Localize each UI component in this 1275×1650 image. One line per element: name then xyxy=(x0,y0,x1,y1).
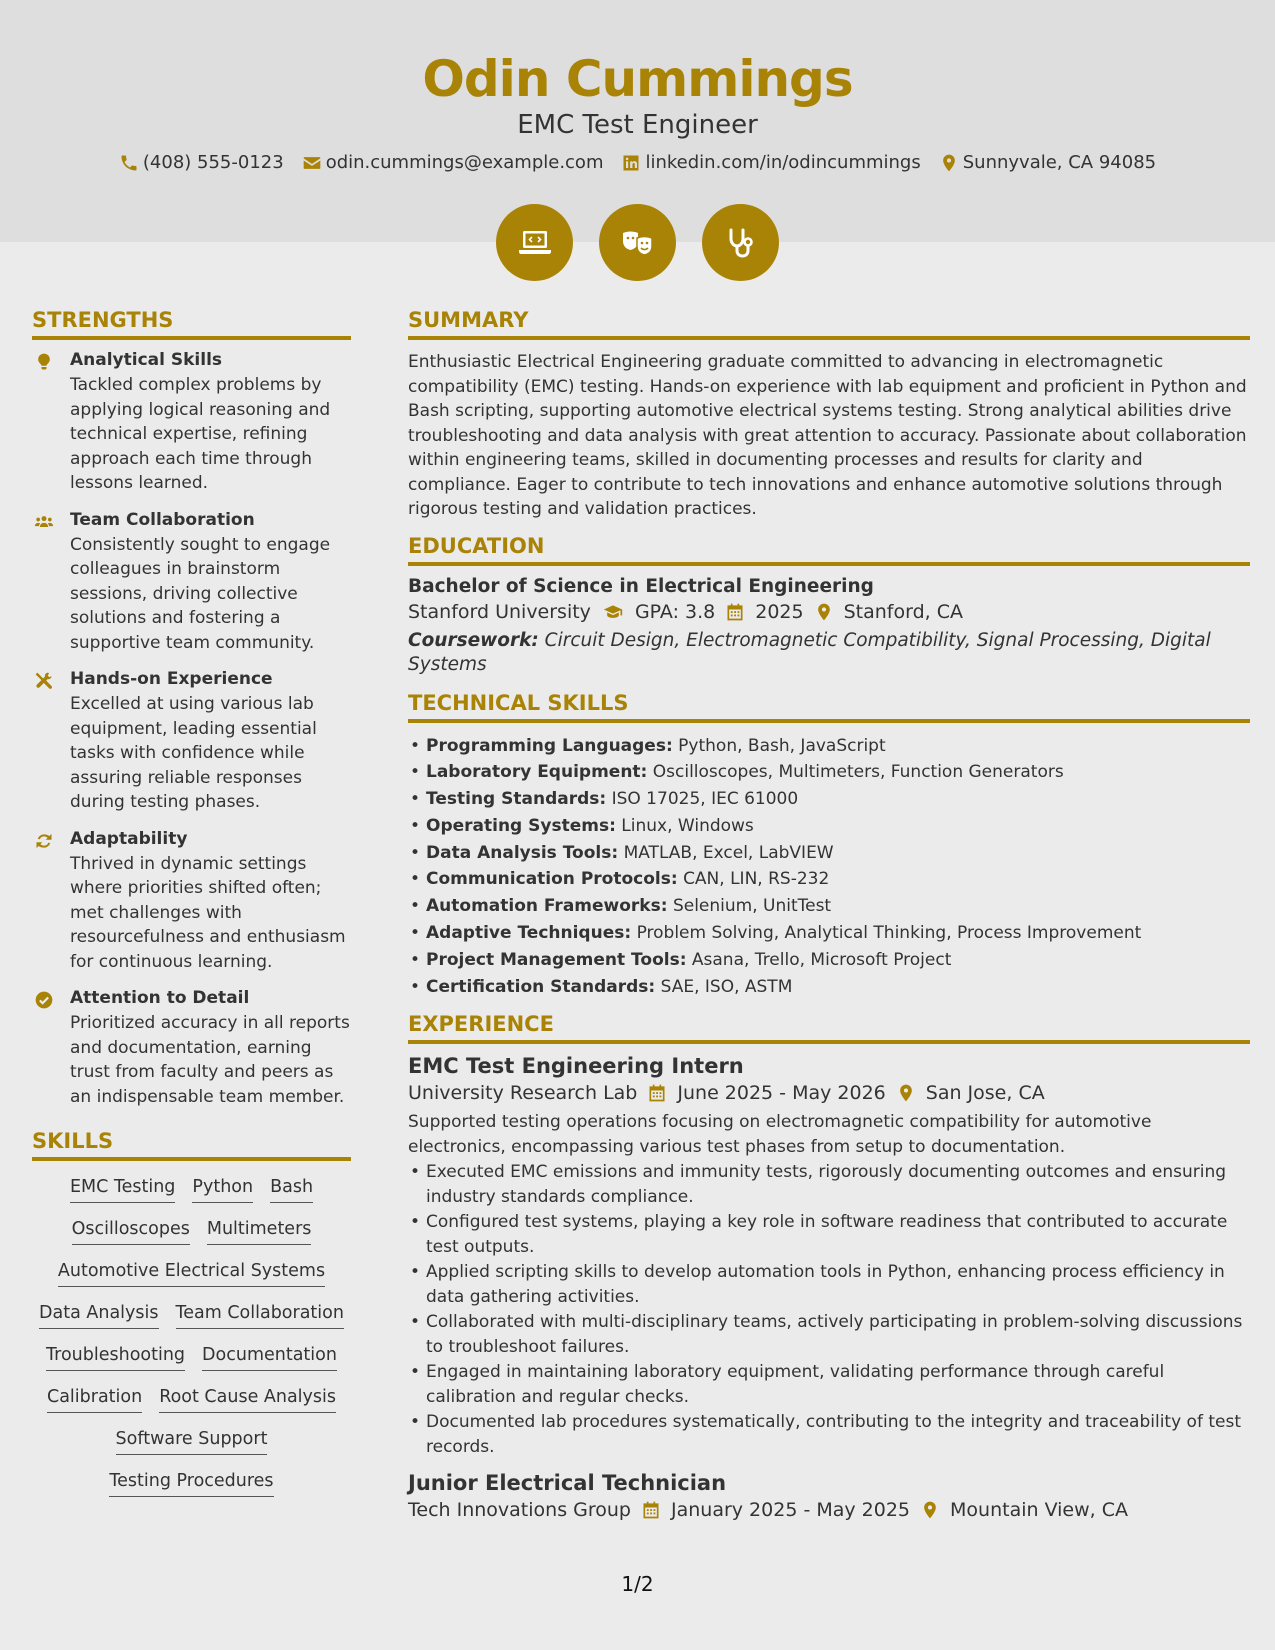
calendar-icon xyxy=(641,1500,661,1520)
skill-tag: Troubleshooting xyxy=(46,1343,185,1371)
job-title: EMC Test Engineering Intern xyxy=(408,1054,744,1079)
strength-name: Team Collaboration xyxy=(70,509,255,530)
list-item xyxy=(408,786,1250,813)
phone-text: (408) 555-0123 xyxy=(142,152,284,173)
phone-icon xyxy=(119,153,139,173)
job-description: Supported testing operations focusing on electromagnetic compatibility for automotive electronics, encompassing various test phases from setup to documentation. xyxy=(408,1112,1152,1157)
strength-name: Hands-on Experience xyxy=(70,669,273,689)
strength-name: Adaptability xyxy=(70,828,188,849)
education-meta xyxy=(408,601,1250,623)
skill-tag: Automotive Electrical Systems xyxy=(58,1259,325,1287)
coursework-label: Coursework: xyxy=(408,629,539,651)
users-icon xyxy=(34,512,54,532)
list-item xyxy=(408,733,1250,760)
tech-skill-label: Testing Standards: xyxy=(426,789,607,810)
tech-skill-value: Linux, Windows xyxy=(621,815,754,836)
list-item xyxy=(408,947,1250,974)
list-item: • Configured test systems, playing a key role in software readiness that contributed to accurate test outputs. xyxy=(408,1210,1250,1259)
list-item: • Documented lab procedures systematically, contributing to the integrity and traceability of test records. xyxy=(408,1410,1250,1459)
skill-tag: Python xyxy=(192,1175,253,1203)
tech-skill-label: Automation Frameworks: xyxy=(426,896,668,917)
stethoscope-circle xyxy=(702,204,779,281)
email-text: odin.cummings@example.com xyxy=(325,152,604,173)
strength-desc: Consistently sought to engage colleagues in brainstorm sessions, driving collective solutions and fostering a supportive team community. xyxy=(70,534,331,653)
list-item: • Engaged in maintaining laboratory equipment, validating performance through careful calibration and regular checks. xyxy=(408,1360,1250,1409)
degree-name: Bachelor of Science in Electrical Engineering xyxy=(408,575,874,597)
interest-icons xyxy=(0,204,1275,281)
job-meta xyxy=(408,1082,1250,1104)
job-entry xyxy=(408,1054,1250,1459)
job-location: Mountain View, CA xyxy=(950,1499,1129,1522)
contact-phone[interactable] xyxy=(119,152,284,173)
job-meta xyxy=(408,1499,1250,1521)
contact-linkedin[interactable] xyxy=(621,152,920,173)
tech-skill-label: Certification Standards: xyxy=(426,976,656,997)
experience-heading: EXPERIENCE xyxy=(408,1012,1250,1044)
job-location: San Jose, CA xyxy=(925,1082,1045,1105)
tech-skill-value: Python, Bash, JavaScript xyxy=(678,735,886,756)
technical-skills-heading: TECHNICAL SKILLS xyxy=(408,691,1250,723)
company-name: University Research Lab xyxy=(408,1082,638,1105)
summary-heading: SUMMARY xyxy=(408,308,1250,340)
school-location: Stanford, CA xyxy=(843,600,963,623)
skill-tag: Bash xyxy=(270,1175,313,1203)
job-dates: January 2025 - May 2025 xyxy=(670,1499,911,1522)
skill-tag: Documentation xyxy=(202,1343,337,1371)
strength-item xyxy=(32,669,351,815)
list-item xyxy=(408,920,1250,947)
job-title: Junior Electrical Technician xyxy=(408,1471,727,1496)
theater-masks-circle xyxy=(599,204,676,281)
sync-icon xyxy=(34,831,54,851)
tech-skill-value: SAE, ISO, ASTM xyxy=(660,976,793,997)
job-bullets xyxy=(408,1160,1250,1459)
strength-name: Analytical Skills xyxy=(70,350,223,370)
list-item: • Executed EMC emissions and immunity tests, rigorously documenting outcomes and ensuring industry standards compliance. xyxy=(408,1160,1250,1209)
technical-skills-list xyxy=(408,733,1250,1001)
skills-heading: SKILLS xyxy=(32,1129,351,1161)
tech-skill-value: Oscilloscopes, Multimeters, Function Generators xyxy=(652,762,1064,783)
tech-skill-value: Asana, Trello, Microsoft Project xyxy=(691,949,952,970)
strength-desc: Prioritized accuracy in all reports and documentation, earning trust from faculty and peers as an indispensable team member. xyxy=(70,1013,350,1107)
skill-tag: Oscilloscopes xyxy=(72,1217,190,1245)
strength-item xyxy=(32,988,351,1109)
location-pin-icon xyxy=(920,1500,940,1520)
tech-skill-label: Adaptive Techniques: xyxy=(426,923,632,944)
skill-tag: EMC Testing xyxy=(70,1175,175,1203)
list-item: • Applied scripting skills to develop automation tools in Python, enhancing process efficiency in data gathering activities. xyxy=(408,1260,1250,1309)
location-text: Sunnyvale, CA 94085 xyxy=(962,152,1157,173)
stethoscope-icon xyxy=(721,223,761,263)
tech-skill-value: Selenium, UnitTest xyxy=(672,896,832,917)
list-item xyxy=(408,759,1250,786)
tech-skill-label: Communication Protocols: xyxy=(426,869,678,890)
location-pin-icon xyxy=(814,602,834,622)
list-item xyxy=(408,893,1250,920)
education-heading: EDUCATION xyxy=(408,534,1250,566)
tech-skill-value: MATLAB, Excel, LabVIEW xyxy=(623,842,834,863)
school-name: Stanford University xyxy=(408,600,591,623)
theater-masks-icon xyxy=(618,223,658,263)
page-number: 1/2 xyxy=(621,1572,654,1596)
contact-location xyxy=(939,152,1156,173)
skill-tag: Data Analysis xyxy=(39,1301,158,1329)
tools-icon xyxy=(34,671,54,691)
strength-item xyxy=(32,510,351,656)
tech-skill-value: CAN, LIN, RS-232 xyxy=(683,869,830,890)
contact-email[interactable] xyxy=(302,152,604,173)
location-pin-icon xyxy=(939,153,959,173)
calendar-icon xyxy=(647,1083,667,1103)
linkedin-icon xyxy=(621,153,641,173)
graduation-year: 2025 xyxy=(755,600,804,623)
laptop-code-circle xyxy=(496,204,573,281)
skill-tag: Software Support xyxy=(116,1427,268,1455)
graduation-cap-icon xyxy=(601,602,625,622)
envelope-icon xyxy=(302,153,322,173)
tech-skill-label: Programming Languages: xyxy=(426,735,673,756)
location-pin-icon xyxy=(896,1083,916,1103)
strength-item xyxy=(32,829,351,975)
tech-skill-value: ISO 17025, IEC 61000 xyxy=(611,789,799,810)
list-item xyxy=(408,866,1250,893)
coursework xyxy=(408,629,1250,677)
summary-text: Enthusiastic Electrical Engineering graduate committed to advancing in electromagnetic compatibility (EMC) testing. Hands-on experience with lab equipment and proficient in Python and Bash scripting, supporting automotive electrical systems testing. Strong analytical abilities drive troubleshooting and data analysis with great attention to accuracy. Passionate about collaboration within engineering teams, skilled in documenting processes and results for clarity and compliance. Eager to contribute to tech innovations and enhance automotive solutions through rigorous testing and validation practices. xyxy=(408,352,1247,519)
strength-item xyxy=(32,350,351,496)
contact-bar xyxy=(0,152,1275,173)
skill-tag: Multimeters xyxy=(207,1217,312,1245)
strength-name: Attention to Detail xyxy=(70,988,250,1008)
check-circle-icon xyxy=(34,990,54,1010)
tech-skill-label: Project Management Tools: xyxy=(426,949,687,970)
candidate-name: Odin Cummings xyxy=(422,50,853,108)
job-entry xyxy=(408,1471,1250,1521)
tech-skill-value: Problem Solving, Analytical Thinking, Process Improvement xyxy=(636,923,1142,944)
skill-tag: Team Collaboration xyxy=(176,1301,344,1329)
lightbulb-icon xyxy=(34,352,54,372)
strength-desc: Tackled complex problems by applying logical reasoning and technical expertise, refining approach each time through lessons learned. xyxy=(70,375,331,493)
tech-skill-label: Laboratory Equipment: xyxy=(426,762,648,783)
coursework-list: Circuit Design, Electromagnetic Compatibility, Signal Processing, Digital Systems xyxy=(408,629,1211,675)
list-item: • Collaborated with multi-disciplinary teams, actively participating in problem-solving discussions to troubleshoot failures. xyxy=(408,1310,1250,1359)
right-column xyxy=(408,308,1250,1527)
skill-tag: Root Cause Analysis xyxy=(159,1385,336,1413)
company-name: Tech Innovations Group xyxy=(408,1499,631,1522)
job-title: EMC Test Engineer xyxy=(517,110,758,140)
laptop-code-icon xyxy=(515,223,555,263)
list-item xyxy=(408,974,1250,1001)
strength-desc: Thrived in dynamic settings where priorities shifted often; met challenges with resourcefulness and enthusiasm for continuous learning. xyxy=(70,853,346,972)
tech-skill-label: Data Analysis Tools: xyxy=(426,842,619,863)
tech-skill-label: Operating Systems: xyxy=(426,815,616,836)
left-column xyxy=(32,308,351,1497)
skill-tag: Calibration xyxy=(47,1385,142,1413)
skill-tag: Testing Procedures xyxy=(109,1469,273,1497)
job-dates: June 2025 - May 2026 xyxy=(677,1082,886,1105)
skills-list xyxy=(32,1171,351,1497)
gpa: GPA: 3.8 xyxy=(634,600,716,623)
list-item xyxy=(408,840,1250,867)
calendar-icon xyxy=(725,602,745,622)
strength-desc: Excelled at using various lab equipment, leading essential tasks with confidence while assuring reliable responses during testing phases. xyxy=(70,694,317,812)
list-item xyxy=(408,813,1250,840)
linkedin-text: linkedin.com/in/odincummings xyxy=(645,152,921,173)
strengths-heading: STRENGTHS xyxy=(32,308,351,340)
